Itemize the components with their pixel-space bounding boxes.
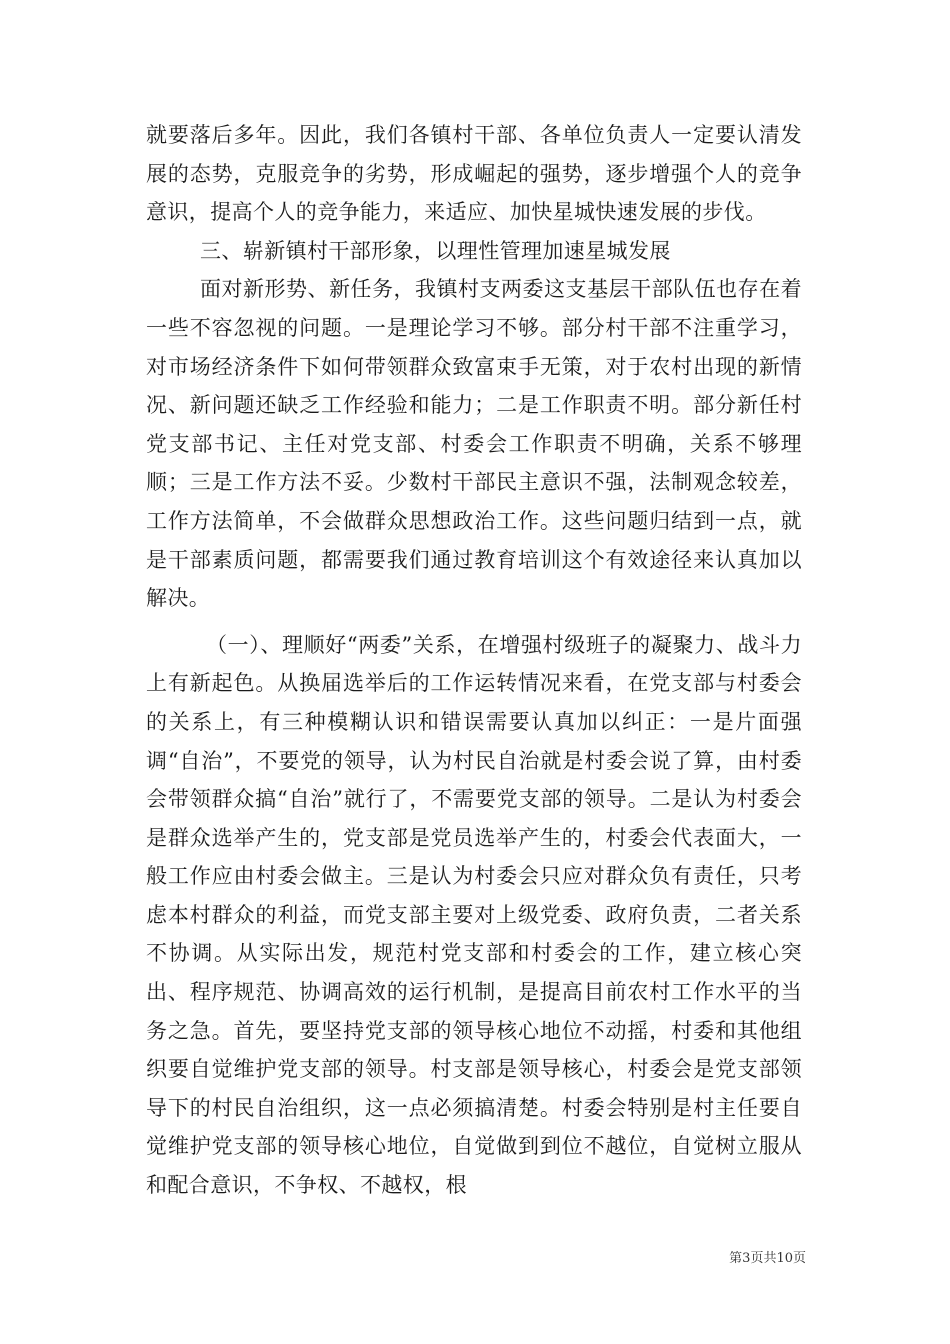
section-heading: 三、崭新镇村干部形象，以理性管理加速星城发展 (200, 238, 671, 263)
paragraph-problems: 面对新形势、新任务，我镇村支两委这支基层干部队伍也存在着一些不容忽视的问题。一是理论学习不够。部分村干部不注重学习，对市场经济条件下如何带领群众致富束手无策，对于农村出现的新情况、新问题还缺乏工作经验和能力；二是工作职责不明。部分新任村党支部书记、主任对党支部、村委会工作职责不明确，关系不够理顺；三是工作方法不妥。少数村干部民主意识不强，法制观念较差，工作方法简单，不会做群众思想政治工作。这些问题归结到一点，就是干部素质问题，都需要我们通过教育培训这个有效途径来认真加以解决。 (146, 277, 802, 611)
page-footer: 第3页共10页 (729, 1251, 806, 1266)
document-body (146, 116, 802, 1205)
paragraph-subsection-one: （一）、理顺好“两委”关系，在增强村级班子的凝聚力、战斗力上有新起色。从换届选举后的工作运转情况来看，在党支部与村委会的关系上，有三种模糊认识和错误需要认真加以纠正：一是片面强调“自治”，不要党的领导，认为村民自治就是村委会说了算，由村委会带领群众搞“自治”就行了，不需要党支部的领导。二是认为村委会是群众选举产生的，党支部是党员选举产生的，村委会代表面大，一般工作应由村委会做主。三是认为村委会只应对群众负有责任，只考虑本村群众的利益，而党支部主要对上级党委、政府负责，二者关系不协调。从实际出发，规范村党支部和村委会的工作，建立核心突出、程序规范、协调高效的运行机制，是提高目前农村工作水平的当务之急。首先，要坚持党支部的领导核心地位不动摇，村委和其他组织要自觉维护党支部的领导。村支部是领导核心，村委会是党支部领导下的村民自治组织，这一点必须搞清楚。村委会特别是村主任要自觉维护党支部的领导核心地位，自觉做到到位不越位，自觉树立服从和配合意识，不争权、不越权，根 (146, 632, 802, 1198)
paragraph-continuation: 就要落后多年。因此，我们各镇村干部、各单位负责人一定要认清发展的态势，克服竞争的劣势，形成崛起的强势，逐步增强个人的竞争意识，提高个人的竞争能力，来适应、加快星城快速发展的步伐。 (146, 123, 802, 225)
